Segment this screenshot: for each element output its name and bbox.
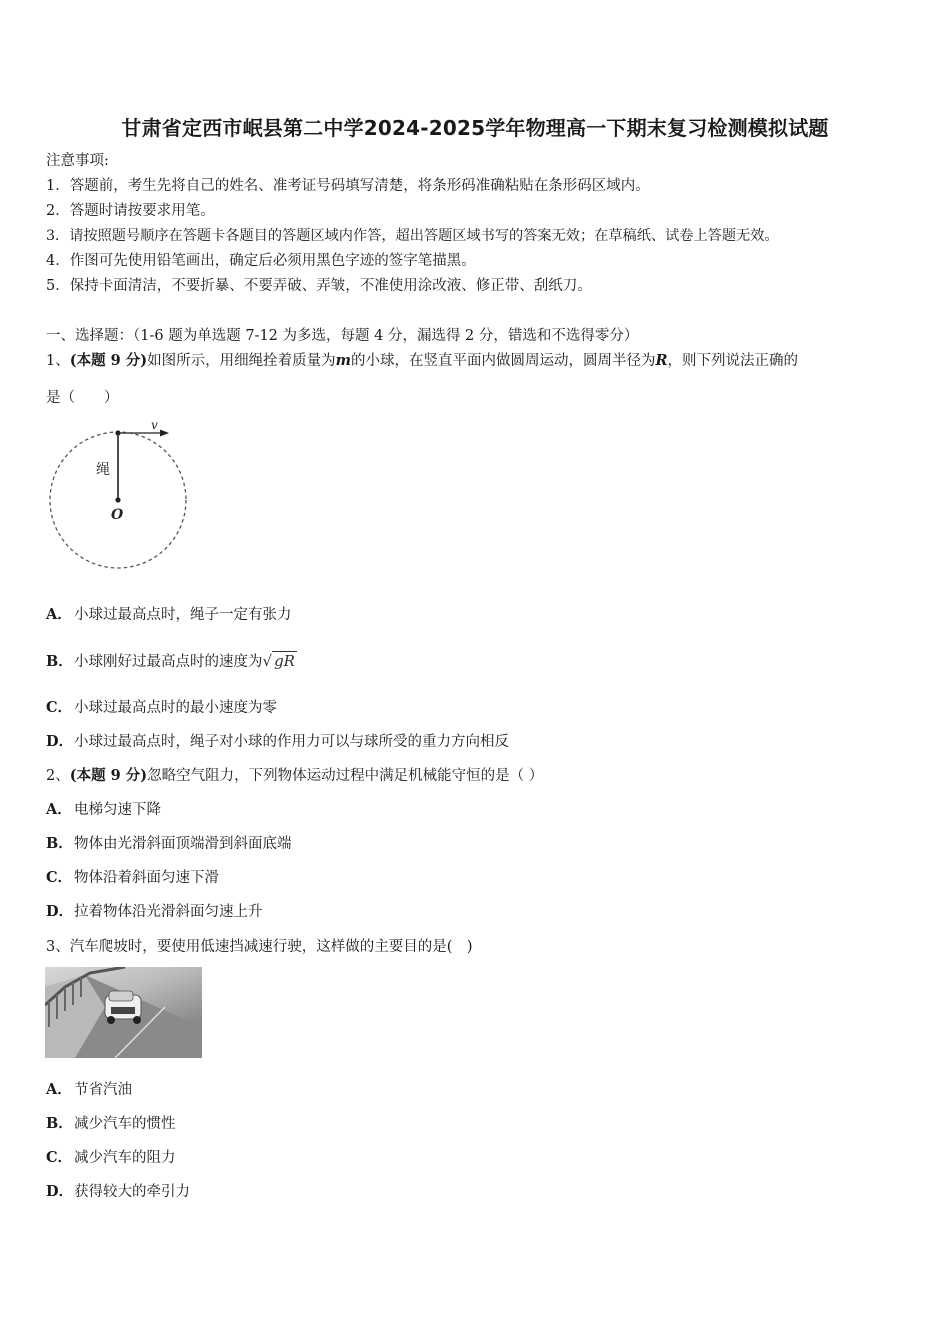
stem-text: 如图所示，用细绳拴着质量为 xyxy=(147,353,336,369)
notice-item: 5．保持卡面清洁，不要折暴、不要弄破、弄皱，不准使用涂改液、修正带、刮纸刀。 xyxy=(46,278,592,294)
notice-item: 1．答题前，考生先将自己的姓名、准考证号码填写清楚，将条形码准确粘贴在条形码区域内。 xyxy=(46,178,650,194)
car-on-slope-photo xyxy=(45,967,202,1058)
variable-r: R xyxy=(655,352,668,369)
question-number: 1、 xyxy=(46,353,70,369)
option-d[interactable]: D．获得较大的牵引力 xyxy=(46,1183,190,1200)
question-2-stem xyxy=(46,766,543,786)
option-b[interactable]: B．小球刚好过最高点时的速度为√ gR xyxy=(46,652,295,670)
notice-heading: 注意事项: xyxy=(46,153,109,169)
option-c[interactable]: C． 小球过最高点时的最小速度为零 xyxy=(46,699,277,716)
option-d[interactable]: D．小球过最高点时，绳子对小球的作用力可以与球所受的重力方向相反 xyxy=(46,733,509,750)
velocity-arrowhead xyxy=(160,430,169,437)
stem-text: ，则下列说法正确的 xyxy=(667,353,799,369)
car-icon xyxy=(105,991,141,1024)
center-label: O xyxy=(111,507,124,523)
circular-motion-figure xyxy=(45,418,195,573)
stem-text: 的小球，在竖直平面内做圆周运动，圆周半径为 xyxy=(350,353,656,369)
option-b[interactable]: B．减少汽车的惯性 xyxy=(46,1115,176,1132)
question-points: (本题 9 分) xyxy=(69,352,148,369)
question-number: 2、 xyxy=(46,768,70,784)
velocity-label: v xyxy=(151,418,158,432)
question-1-stem xyxy=(46,351,798,371)
stem-text: 汽车爬坡时，要使用低速挡减速行驶，这样做的主要目的是( ) xyxy=(69,939,473,955)
option-a[interactable]: A． 小球过最高点时，绳子一定有张力 xyxy=(46,606,292,623)
notice-item: 3．请按照题号顺序在答题卡各题目的答题区域内作答，超出答题区域书写的答案无效；在草稿纸、试卷上答题无效。 xyxy=(46,228,779,244)
option-c[interactable]: C． 减少汽车的阻力 xyxy=(46,1149,176,1166)
option-a[interactable]: A． 电梯匀速下降 xyxy=(46,801,161,818)
option-c[interactable]: C． 物体沿着斜面匀速下滑 xyxy=(46,869,219,886)
variable-m: m xyxy=(335,352,351,369)
question-points: (本题 9 分) xyxy=(69,767,148,784)
option-d[interactable]: D．拉着物体沿光滑斜面匀速上升 xyxy=(46,903,263,920)
stem-text: 忽略空气阻力，下列物体运动过程中满足机械能守恒的是（ ） xyxy=(147,768,544,784)
notice-item: 4．作图可先使用铅笔画出，确定后必须用黑色字迹的签字笔描黑。 xyxy=(46,253,476,269)
page-title: 甘肃省定西市岷县第二中学2024-2025学年物理高一下期末复习检测模拟试题 xyxy=(121,116,829,140)
section-heading: 一、选择题：（1-6 题为单选题 7-12 为多选，每题 4 分，漏选得 2 分，错选和不选得零分） xyxy=(46,328,639,344)
sqrt-expression: √ gR xyxy=(262,652,295,670)
option-a[interactable]: A． 节省汽油 xyxy=(46,1081,132,1098)
question-3-stem xyxy=(46,937,473,957)
option-b[interactable]: B．物体由光滑斜面顶端滑到斜面底端 xyxy=(46,835,292,852)
center-dot xyxy=(115,497,120,502)
question-1-stem-cont: 是（ ） xyxy=(46,390,119,406)
question-number: 3、 xyxy=(46,939,70,955)
rope-label: 绳 xyxy=(96,462,110,478)
notice-item: 2．答题时请按要求用笔。 xyxy=(46,203,215,219)
